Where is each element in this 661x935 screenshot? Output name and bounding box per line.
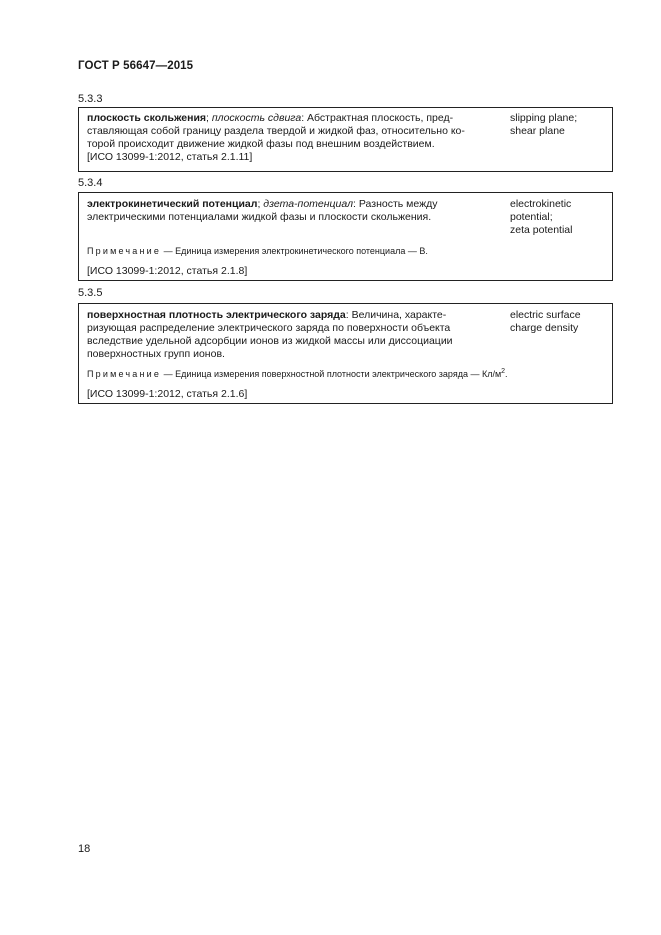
term-entry-box bbox=[78, 192, 613, 281]
definition-line: Разность между bbox=[358, 198, 438, 210]
term: плоскость скольжения bbox=[87, 112, 207, 124]
definition-line: торой происходит движение жидкой фазы под внешним воздействием. bbox=[87, 138, 435, 150]
entry-number: 5.3.5 bbox=[78, 287, 103, 299]
term-source: [ИСО 13099-1:2012, статья 2.1.8] bbox=[87, 265, 248, 277]
english-equivalent: slipping plane; shear plane bbox=[510, 112, 578, 137]
note-text: — Единица измерения поверхностной плотности электрического заряда — Кл/м bbox=[161, 369, 502, 379]
definition-line: ставляющая собой границу раздела твердой и жидкой фаз, относительно ко- bbox=[87, 125, 465, 137]
term-definition: поверхностная плотность электрического заряда: Величина, характе- ризующая распределение электрического заряда по поверхности объекта вследствие удельной адсорбции ионов из жидкой массы или диссоциации поверхностных групп ионов. bbox=[87, 309, 453, 360]
term: электрокинетический потенциал bbox=[87, 198, 258, 210]
term-entry-box bbox=[78, 107, 613, 172]
english-equivalent: electrokinetic potential; zeta potential bbox=[510, 198, 573, 236]
definition-line: поверхностных групп ионов. bbox=[87, 348, 225, 360]
page-number: 18 bbox=[78, 843, 91, 855]
term-definition: электрокинетический потенциал; дзета-потенциал: Разность между электрическими потенциалами жидкой фазы и плоскости скольжения. bbox=[87, 198, 438, 223]
entry-number: 5.3.3 bbox=[78, 93, 103, 105]
term-note: Примечание — Единица измерения поверхностной плотности электрического заряда — $Кл/м^2$. bbox=[87, 368, 508, 379]
note-superscript: 2 bbox=[501, 368, 506, 375]
document-header: ГОСТ Р 56647—2015 bbox=[78, 60, 194, 72]
term-synonym: дзета-потенциал bbox=[263, 198, 354, 210]
term-source: [ИСО 13099-1:2012, статья 2.1.11] bbox=[87, 151, 253, 163]
english-equivalent: electric surface charge density bbox=[510, 309, 581, 334]
term-definition: плоскость скольжения; плоскость сдвига: Абстрактная плоскость, пред- ставляющая собой границу раздела твердой и жидкой фаз, относительно ко- торой происходит движение жидкой фазы под внешним воздействием. [ИСО 13099-1:2012, статья 2.1.11] bbox=[87, 112, 465, 163]
term-entry-box bbox=[78, 303, 613, 404]
term: поверхностная плотность электрического заряда bbox=[87, 309, 346, 321]
definition-line: электрическими потенциалами жидкой фазы и плоскости скольжения. bbox=[87, 211, 432, 223]
entry-number: 5.3.4 bbox=[78, 177, 103, 189]
term-source: [ИСО 13099-1:2012, статья 2.1.6] bbox=[87, 388, 248, 400]
definition-line: Величина, характе- bbox=[351, 309, 447, 321]
definition-line: ризующая распределение электрического заряда по поверхности объекта bbox=[87, 322, 451, 334]
note-label: Примечание bbox=[87, 369, 162, 379]
definition-line: вследствие удельной адсорбции ионов из жидкой массы или диссоциации bbox=[87, 335, 453, 347]
definition-line: Абстрактная плоскость, пред- bbox=[307, 112, 454, 124]
note-label: Примечание bbox=[87, 246, 162, 256]
note-text: — Единица измерения электрокинетического потенциала — В. bbox=[161, 246, 428, 256]
term-note bbox=[87, 245, 607, 257]
term-synonym: плоскость сдвига bbox=[211, 112, 302, 124]
